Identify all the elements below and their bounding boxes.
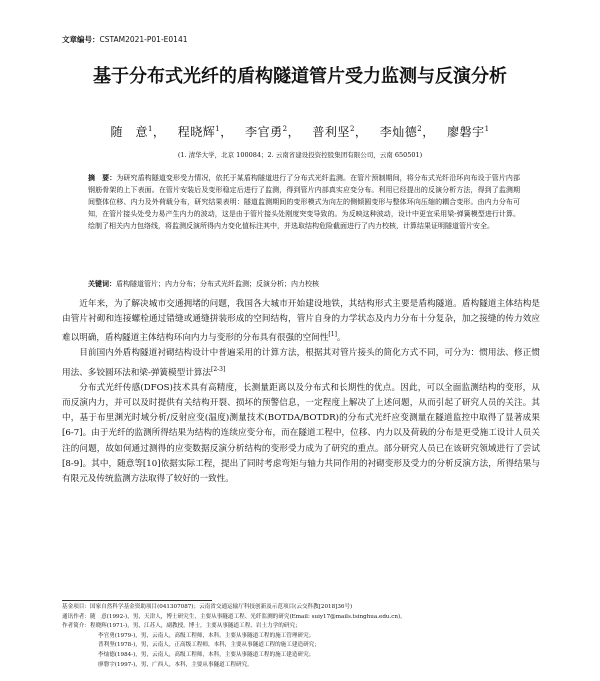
- footnote-line: 通讯作者：随 意(1992-)，男，天津人，博士研究生，主要从事隧道工程、光纤监测的研究(Email: suiy17@mails.tsinghua.edu.cn)。: [62, 613, 406, 620]
- footnote-line: 李官勇(1979-)，男，云南人，高级工程师，本科，主要从事隧道工程的施工管理研究；: [98, 632, 315, 639]
- footnote-line: 李灿德(1984-)，男，云南人，高级工程师，本科，主要从事隧道工程的施工建造研究；: [98, 651, 315, 658]
- keywords-label: 关键词：: [88, 279, 116, 288]
- body-paragraph: 近年来，为了解决城市交通拥堵的问题，我国各大城市开始建设地铁，其结构形式主要是盾构隧道。盾构隧道主体结构是由管片衬砌和连接螺栓通过错缝或通缝拼装形成的空间结构，管片自身的力学状态及内力分布十分复杂，加之接缝的传力效应难以明确，盾构隧道主体结构环向内力与变形的分布具有很强的空间性[1]。: [62, 299, 540, 344]
- keywords: [88, 278, 520, 290]
- body-paragraph: 分布式光纤传感(DFOS)技术具有高精度，长测量距离以及分布式和长期性的优点。因此，可以全面监测结构的变形，从而反演内力，并可以及时提供有关结构开裂、损坏的预警信息，一定程度上解决了上述问题，从而引起了研究人员的关注。其中，基于布里渊光时域分析/反射应变(温度)测量技术(BOTDA/BOTDR)的分布式光纤应变测量在隧道监控中取得了显著成果[6-7]。由于光纤的监测所得结果为结构的连续应变分布，而在隧道工程中，位移、内力以及荷载的分布是更受施工设计人员关注的问题，故如何通过测得的应变数据反演分析结构的变形受力成为了研究的重点。部分研究人员已在该研究领域进行了尝试[8-9]。其中，随意等[10]依据实际工程，提出了同时考虑弯矩与轴力共同作用的衬砌变形及受力的分析反演方法，所得结果与有限元及传统监测方法取得了较好的一致性。: [62, 382, 540, 484]
- footnote-line: 廖磐宇(1997-)，男，广西人，本科，主要从事隧道工程研究。: [98, 661, 253, 668]
- footnote-line: 普利坚(1978-)，男，云南人，正高级工程师，本科，主要从事隧道工程的施工建造研究；: [98, 642, 320, 649]
- body-paragraph: 目前国内外盾构隧道衬砌结构设计中普遍采用的计算方法，根据其对管片接头的简化方式不同，可分为：惯用法、修正惯用法、多铰圆环法和梁-弹簧模型计算法[2-3]: [62, 348, 540, 378]
- keywords-text: 盾构隧道管片；内力分布；分布式光纤监测；反演分析；内力校核: [116, 280, 319, 288]
- document-code: [62, 34, 188, 45]
- body-text: [62, 297, 540, 487]
- footnote-line: 基金项目：国家自然科学基金资助项目(041307087)；云南省交通运输厅科技创新及示范项目(云交科教[2018]36号): [62, 604, 353, 610]
- author: 随 意$^1$，: [110, 125, 166, 139]
- footnotes: [62, 603, 540, 670]
- author: 普利坚$^2$，: [312, 125, 368, 139]
- document-code-value: CSTAM2021-P01-E0141: [99, 35, 188, 44]
- author: 李灿德$^2$，: [379, 125, 435, 139]
- author: 廖磐宇$^1$: [447, 125, 490, 139]
- author-list: [40, 123, 560, 140]
- author: 李官勇$^2$，: [245, 125, 301, 139]
- author: 程晓辉$^1$，: [177, 125, 233, 139]
- footnote-line: 作者简介：程晓辉(1971-)，男，江苏人，副教授，博士，主要从事隧道工程、岩土力学的研究；: [62, 623, 301, 630]
- abstract: [88, 172, 520, 232]
- abstract-text: 为研究盾构隧道变形受力情况，依托于某盾构隧道进行了分布式光纤监测。在管片预制期间，将分布式光纤沿环向布设于管片内部钢筋骨架的上下表面。在管片安装后及变形稳定后进行了监测，得到管片内部真实应变分布。利用已经提出的反演分析方法，得到了监测期间整体位移、内力及外荷载分布，研究结果表明：隧道监测期间的变形模式为向左的侧倾圆变形与整体环向压缩的耦合变形。由内力分布可知，在管片接头处受力易产生内力的波动，这是由于管片接头处刚度突变导致的。为反映这种波动，设计中更宜采用梁-弹簧模型进行计算。绘制了相关内力包络线，将监测反演所得内力变化值标注其中，并选取结构危险截面进行了内力校核，计算结果证明隧道管片安全。: [88, 174, 521, 230]
- document-code-label: 文章编号：: [62, 35, 100, 44]
- abstract-label: 摘 要：: [88, 173, 117, 182]
- author-affiliation: (1. 清华大学，北京 100084；2. 云南省建设投资控股集团有限公司，云南 650501): [177, 151, 423, 159]
- paper-title: 基于分布式光纤的盾构隧道管片受力监测与反演分析: [93, 66, 507, 87]
- footnote-divider: [62, 600, 212, 601]
